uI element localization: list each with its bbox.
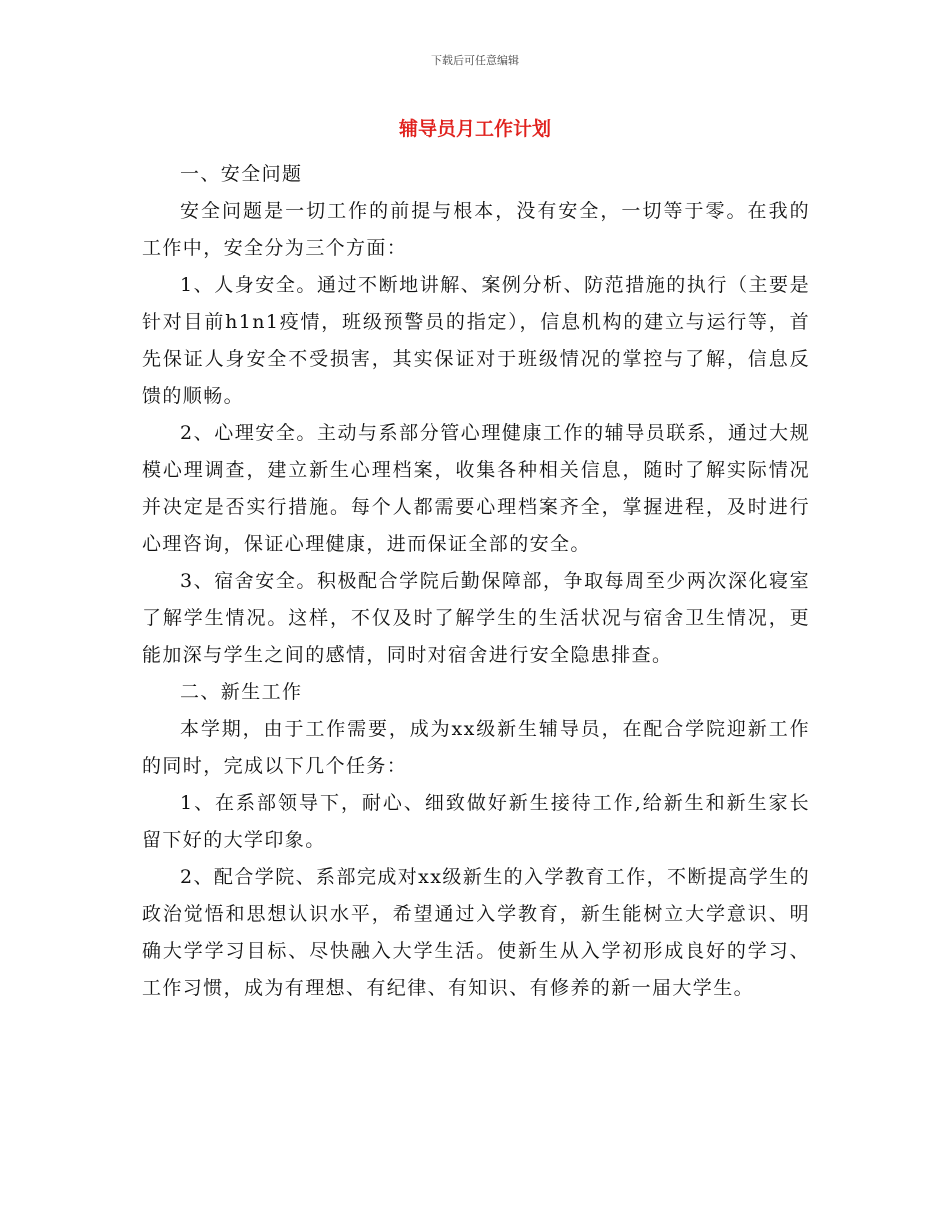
paragraph-freshmen-reception: 1、在系部领导下，耐心、细致做好新生接待工作,给新生和新生家长留下好的大学印象。 bbox=[142, 792, 810, 851]
paragraph-personal-safety: 1、人身安全。通过不断地讲解、案例分析、防范措施的执行（主要是针对目前h1n1疫情，班级预警员的指定），信息机构的建立与运行等，首先保证人身安全不受损害，其实保证对于班级情况的掌控与了解，信息反馈的顺畅。 bbox=[142, 274, 810, 407]
document-body bbox=[142, 156, 810, 1007]
paragraph-safety-intro: 安全问题是一切工作的前提与根本，没有安全，一切等于零。在我的工作中，安全分为三个方面： bbox=[142, 200, 810, 259]
document-title: 辅导员月工作计划 bbox=[398, 118, 551, 140]
section-heading-freshmen: 二、新生工作 bbox=[180, 681, 303, 703]
paragraph-dormitory-safety: 3、宿舍安全。积极配合学院后勤保障部，争取每周至少两次深化寝室了解学生情况。这样，不仅及时了解学生的生活状况与宿舍卫生情况，更能加深与学生之间的感情，同时对宿舍进行安全隐患排查。 bbox=[142, 570, 810, 666]
header-note: 下载后可任意编辑 bbox=[431, 54, 519, 67]
paragraph-psychological-safety: 2、心理安全。主动与系部分管心理健康工作的辅导员联系，通过大规模心理调查，建立新生心理档案，收集各种相关信息，随时了解实际情况并决定是否实行措施。每个人都需要心理档案齐全，掌握进程，及时进行心理咨询，保证心理健康，进而保证全部的安全。 bbox=[142, 422, 810, 555]
section-heading-safety: 一、安全问题 bbox=[180, 163, 303, 185]
paragraph-freshmen-intro: 本学期，由于工作需要，成为xx级新生辅导员，在配合学院迎新工作的同时，完成以下几个任务： bbox=[142, 718, 810, 777]
paragraph-freshmen-education: 2、配合学院、系部完成对xx级新生的入学教育工作，不断提高学生的政治觉悟和思想认识水平，希望通过入学教育，新生能树立大学意识、明确大学学习目标、尽快融入大学生活。使新生从入学初形成良好的学习、工作习惯，成为有理想、有纪律、有知识、有修养的新一届大学生。 bbox=[142, 866, 810, 999]
